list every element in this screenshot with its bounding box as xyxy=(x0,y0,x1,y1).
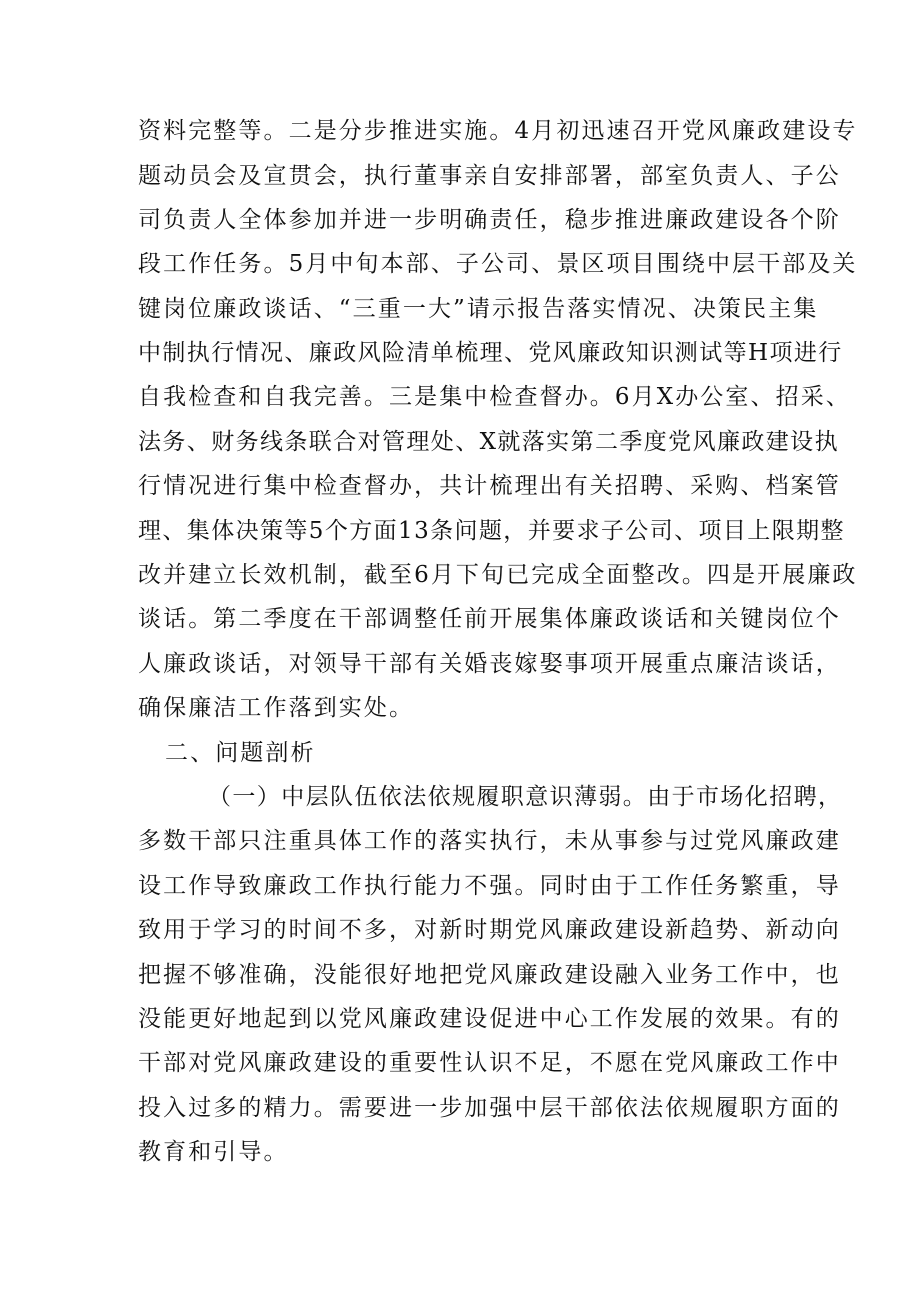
text-line: 谈话。第二季度在干部调整任前开展集体廉政谈话和关键岗位个 xyxy=(138,606,841,632)
text-line: 投入过多的精力。需要进一步加强中层干部依法依规履职方面的 xyxy=(138,1095,841,1121)
text-line: 设工作导致廉政工作执行能力不强。同时由于工作任务繁重，导 xyxy=(138,873,841,899)
text-line: 资料完整等。二是分步推进实施。4月初迅速召开党风廉政建设专 xyxy=(138,118,858,144)
text-line: 致用于学习的时间不多，对新时期党风廉政建设新趋势、新动向 xyxy=(138,917,841,943)
text-line: 键岗位廉政谈话、“三重一大”请示报告落实情况、决策民主集 xyxy=(138,296,819,322)
text-line: 把握不够准确，没能很好地把党风廉政建设融入业务工作中，也 xyxy=(138,962,841,988)
text-line: 自我检查和自我完善。三是集中检查督办。6月X办公室、招采、 xyxy=(138,384,851,410)
section-heading: 二、问题剖析 xyxy=(165,740,316,766)
text-line: 干部对党风廉政建设的重要性认识不足，不愿在党风廉政工作中 xyxy=(138,1050,841,1076)
text-line: 教育和引导。 xyxy=(138,1139,289,1165)
text-line: 理、集体决策等5个方面13条问题，并要求子公司、项目上限期整 xyxy=(138,518,845,544)
text-line: 确保廉洁工作落到实处。 xyxy=(138,695,415,721)
text-line: 段工作任务。5月中旬本部、子公司、景区项目围绕中层干部及关 xyxy=(138,251,858,277)
text-line: 司负责人全体参加并进一步明确责任，稳步推进廉政建设各个阶 xyxy=(138,207,841,233)
text-line: （一）中层队伍依法依规履职意识薄弱。由于市场化招聘， xyxy=(208,784,843,810)
text-line: 行情况进行集中检查督办，共计梳理出有关招聘、采购、档案管 xyxy=(138,473,841,499)
text-line: 没能更好地起到以党风廉政建设促进中心工作发展的效果。有的 xyxy=(138,1006,841,1032)
text-line: 改并建立长效机制，截至6月下旬已完成全面整改。四是开展廉政 xyxy=(138,562,858,588)
text-line: 人廉政谈话，对领导干部有关婚丧嫁娶事项开展重点廉洁谈话， xyxy=(138,651,841,677)
text-line: 法务、财务线条联合对管理处、X就落实第二季度党风廉政建设执 xyxy=(138,429,839,455)
text-line: 题动员会及宣贯会，执行董事亲自安排部署，部室负责人、子公 xyxy=(138,163,841,189)
text-line: 中制执行情况、廉政风险清单梳理、党风廉政知识测试等H项进行 xyxy=(138,340,843,366)
text-line: 多数干部只注重具体工作的落实执行，未从事参与过党风廉政建 xyxy=(138,828,841,854)
